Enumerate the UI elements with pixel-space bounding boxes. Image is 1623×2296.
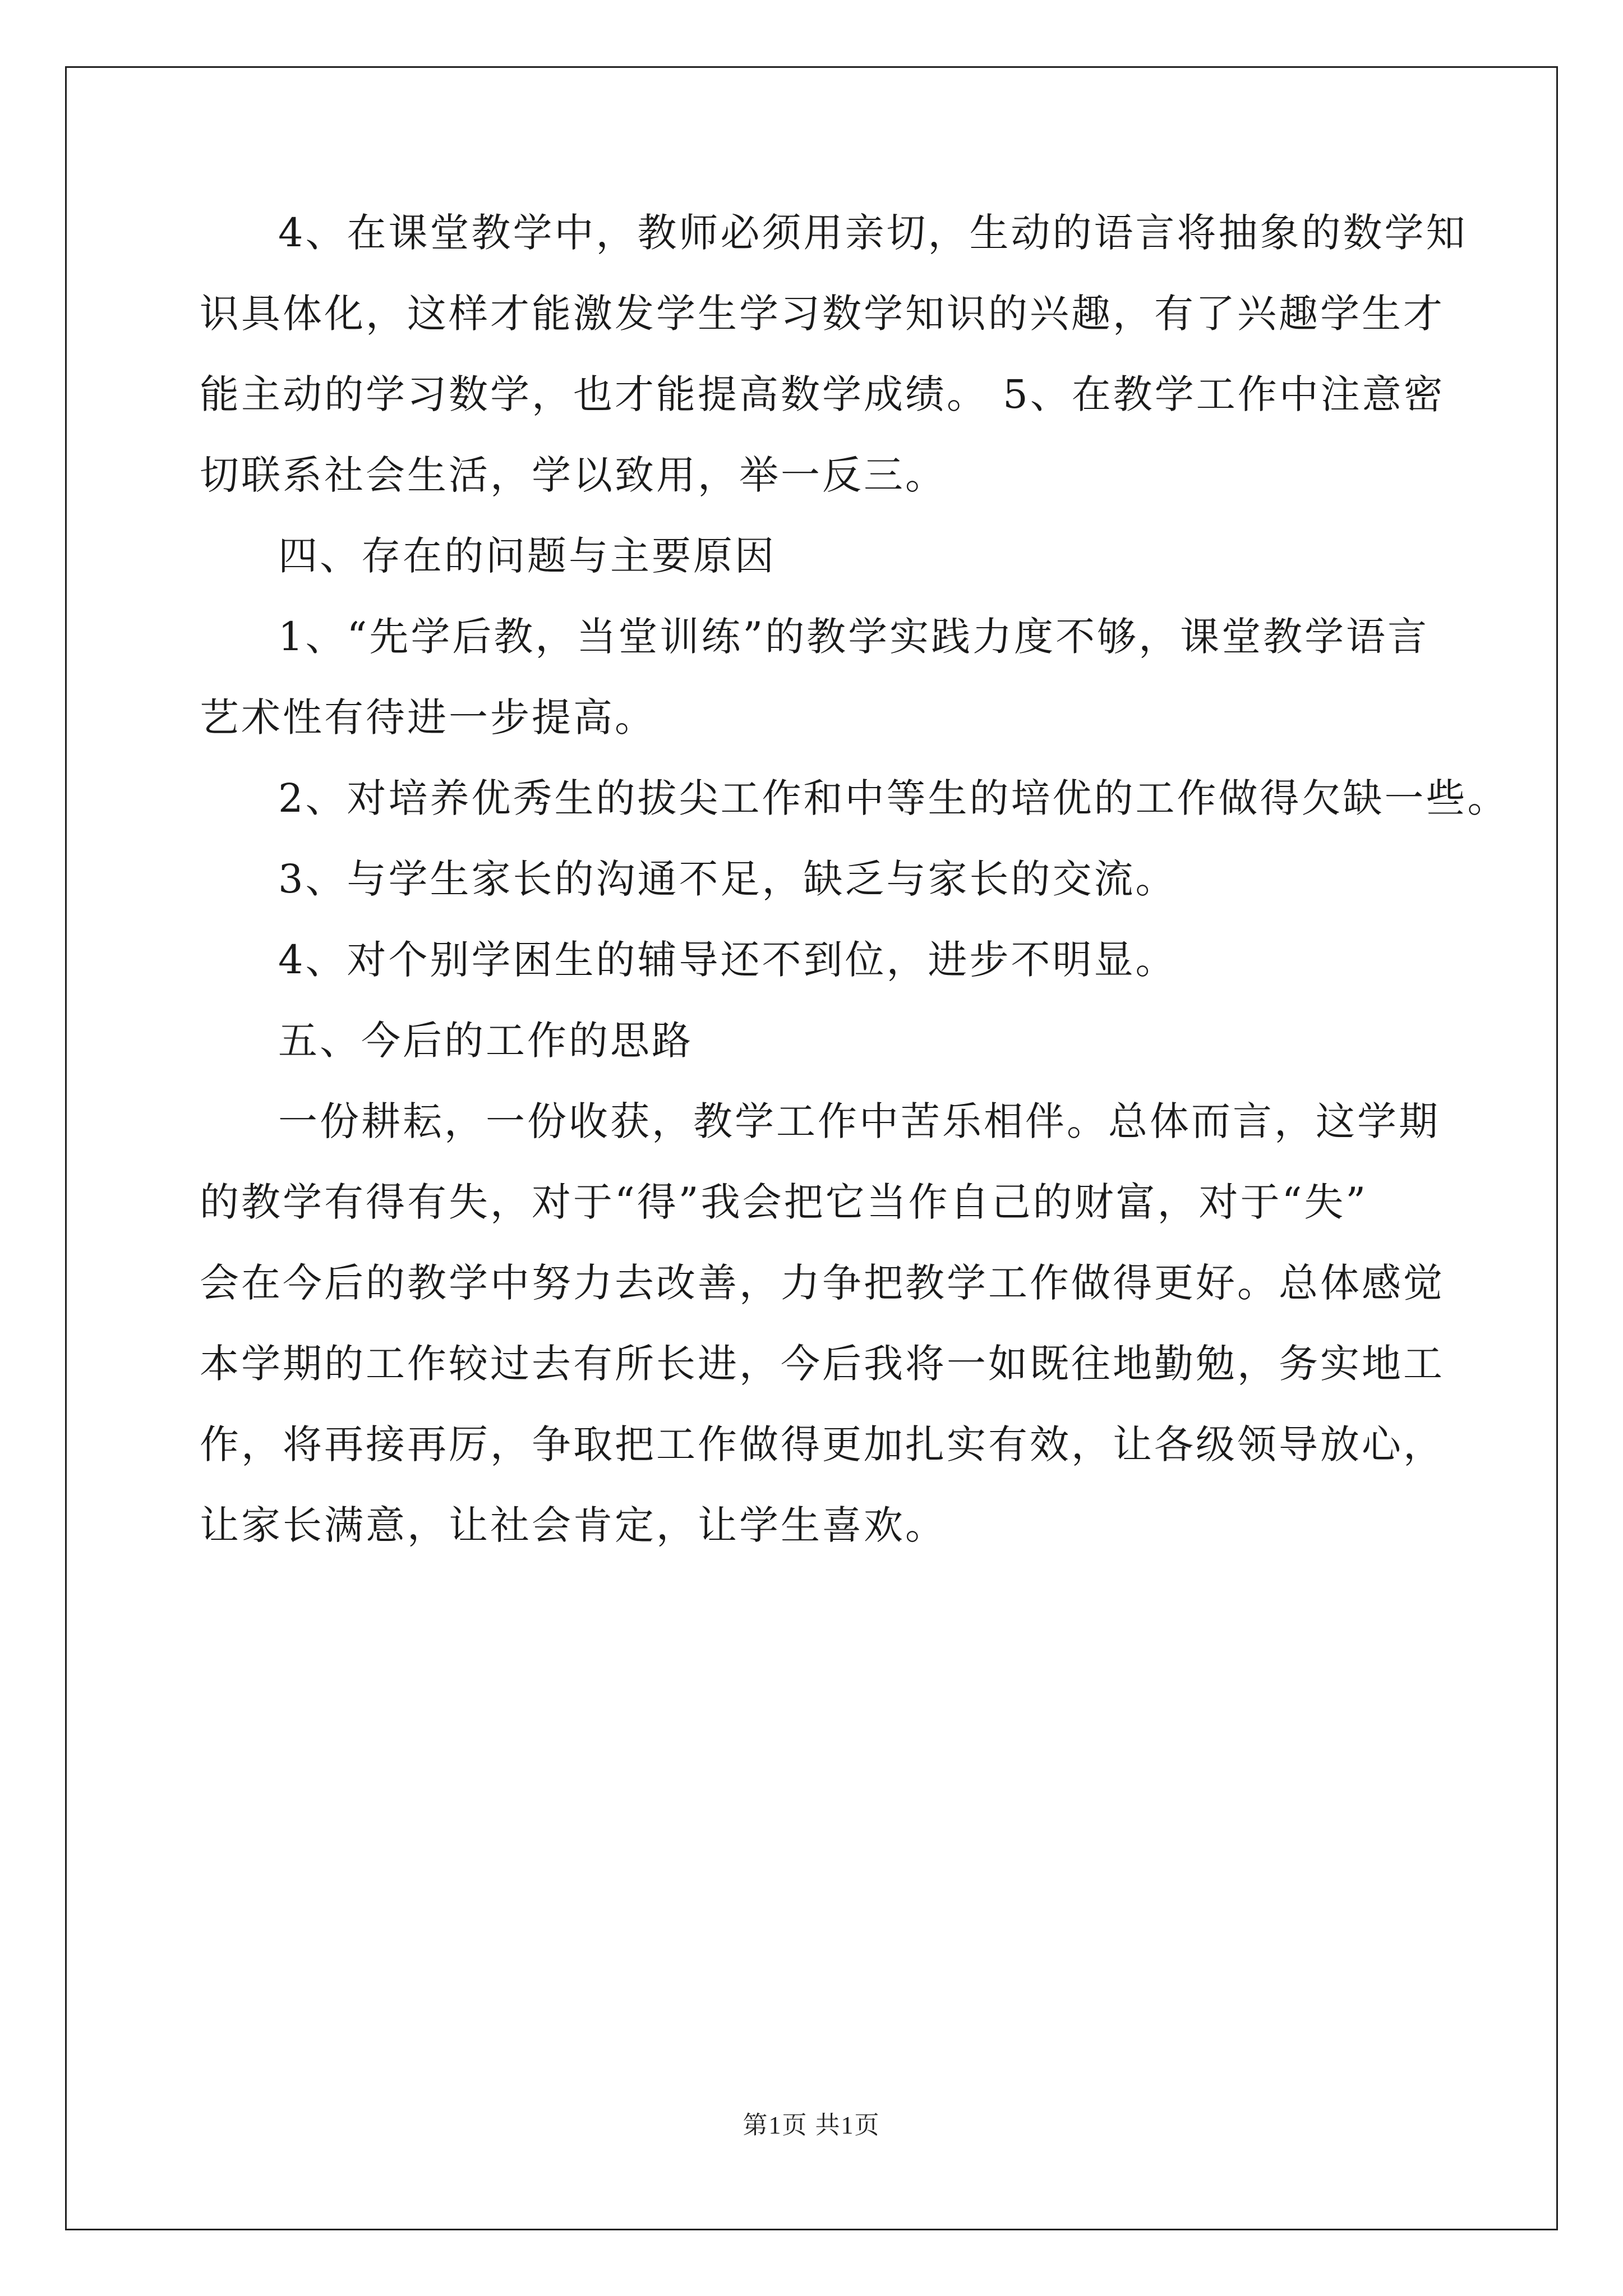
paragraph-line: 的教学有得有失，对于“得”我会把它当作自己的财富，对于“失”	[200, 1179, 1368, 1225]
paragraph-line: 让家长满意，让社会肯定，让学生喜欢。	[200, 1502, 947, 1548]
paragraph-line: 1、“先学后教，当堂训练”的教学实践力度不够，课堂教学语言	[278, 614, 1430, 660]
paragraph-line: 4、在课堂教学中，教师必须用亲切，生动的语言将抽象的数学知	[278, 210, 1468, 256]
paragraph-line: 切联系社会生活，学以致用，举一反三。	[200, 452, 947, 498]
section-heading: 四、存在的问题与主要原因	[278, 533, 776, 579]
paragraph-line: 本学期的工作较过去有所长进，今后我将一如既往地勤勉，务实地工	[200, 1341, 1445, 1387]
paragraph-line: 3、与学生家长的沟通不足，缺乏与家长的交流。	[278, 856, 1177, 902]
paragraph-line: 2、对培养优秀生的拔尖工作和中等生的培优的工作做得欠缺一些。	[278, 775, 1509, 821]
paragraph-line: 作，将再接再厉，争取把工作做得更加扎实有效，让各级领导放心，	[200, 1421, 1445, 1467]
paragraph-line: 会在今后的教学中努力去改善，力争把教学工作做得更好。总体感觉	[200, 1260, 1445, 1306]
paragraph-line: 能主动的学习数学，也才能提高数学成绩。 5、在教学工作中注意密	[200, 371, 1445, 417]
paragraph-line: 艺术性有待进一步提高。	[200, 694, 656, 740]
paragraph-line: 4、对个别学困生的辅导还不到位，进步不明显。	[278, 937, 1177, 983]
paragraph-line: 识具体化，这样才能激发学生学习数学知识的兴趣，有了兴趣学生才	[200, 291, 1445, 337]
paragraph-line: 一份耕耘，一份收获，教学工作中苦乐相伴。总体而言，这学期	[278, 1098, 1440, 1144]
section-heading: 五、今后的工作的思路	[278, 1018, 693, 1064]
page-number-footer: 第1页 共1页	[743, 2111, 880, 2139]
